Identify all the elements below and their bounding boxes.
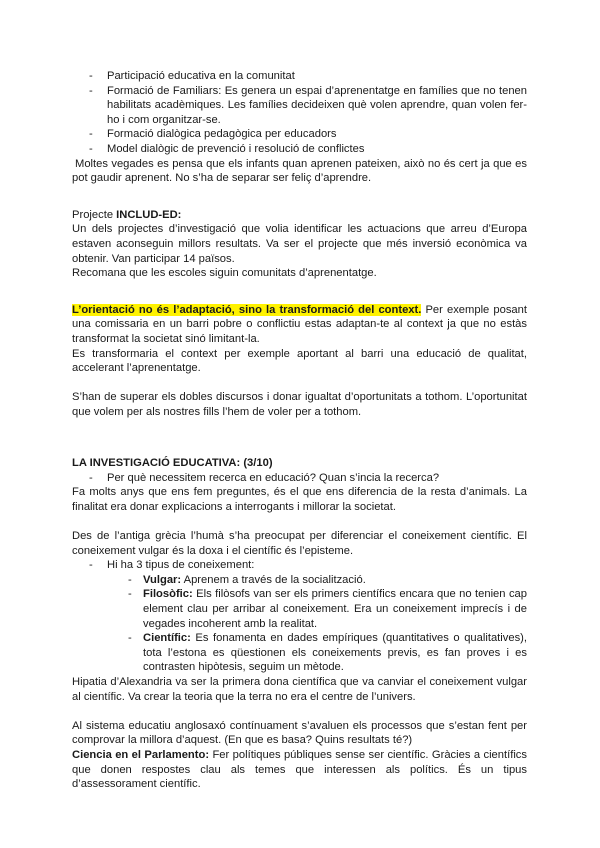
- hipatia-paragraph: Hipatia d’Alexandria va ser la primera dona científica que va canviar el coneixement vulgar al científic. Va crear la teoria que la terra no era el centre de l’univers.: [72, 675, 527, 703]
- highlighted-sentence: L’orientació no és l’adaptació, sino la transformació del context.: [72, 303, 422, 316]
- list-item: - Formació dialògica pedagògica per educadors: [89, 128, 337, 141]
- includ-recommendation: Recomana que les escoles siguin comunitats d’aprenentatge.: [72, 267, 377, 280]
- orientation-example: Es transformaria el context per exemple aportant al barri una educació de qualitat, accelerant l’aprenentatge.: [72, 347, 527, 375]
- includ-heading: Projecte INCLUD-ED:: [72, 208, 182, 221]
- list-item: - Per què necessitem recerca en educació? Quan s’incia la recerca?: [89, 471, 440, 484]
- greece-paragraph: Des de l’antiga grècia l’humà s’ha preocupat per diferenciar el coneixement científic. El coneixement vulgar és la doxa i el científic és l’episteme.: [72, 530, 527, 557]
- equality-paragraph: S’han de superar els dobles discursos i donar igualtat d’oportunitats a tothom. L’oportunitat que volem per als nostres fills l’hem de voler per a tothom.: [72, 391, 527, 418]
- list-item: - Participació educativa en la comunitat: [89, 70, 295, 82]
- list-item: - Formació de Familiars: Es genera un espai d’aprenentatge en famílies que no tenen habilitats acadèmiques. Les famílies decideixen què volen aprendre, quan volen fer-ho i com organitzar-se.: [89, 84, 527, 126]
- document-body: [72, 69, 527, 792]
- list-item: - Model dialògic de prevenció i resolució de conflictes: [89, 142, 365, 155]
- knowledge-type-item: - Vulgar: Aprenem a través de la socialització.: [128, 573, 366, 586]
- intro-paragraph: Moltes vegades es pensa que els infants quan aprenen pateixen, això no és cert ja que es pot gaudir aprenent. No s’ha de separar ser feliç d’aprendre.: [72, 157, 527, 185]
- anglo-paragraph: Al sistema educatiu anglosaxó contínuament s’avaluen els processos que s’estan fent per comprovar la millora d’aquest. (En que es basa? Quins resultats té?): [72, 719, 527, 747]
- knowledge-type-item: - Científic: Es fonamenta en dades empíriques (quantitatives o qualitatives), tota l’estona es qüestionen els coneixements previs, es fan proves i es contrasten hipòtesis, seguim un mètode.: [128, 632, 527, 674]
- knowledge-type-item: - Filosòfic: Els filòsofs van ser els primers científics encara que no tenien cap element clau per arribar al coneixement. Era un coneixement imprecís i de vegades incoherent amb la realitat.: [128, 588, 527, 630]
- section-heading: LA INVESTIGACIÓ EDUCATIVA: (3/10): [72, 457, 273, 470]
- research-answer: Fa molts anys que ens fem preguntes, és el que ens diferencia de la resta d’animals. La finalitat era donar explicacions a interrogants i millorar la societat.: [72, 486, 527, 513]
- list-item: - Hi ha 3 tipus de coneixement:: [89, 559, 255, 572]
- orientation-paragraph: L’orientació no és l’adaptació, sino la transformació del context. Per exemple posant una comissaria en un barri pobre o conflictiu estas adaptan-te al context ja que no estàs transformat la societat sinó limitant-la.: [72, 303, 527, 345]
- includ-paragraph: Un dels projectes d’investigació que volia identificar les actuacions que arreu d’Europa estaven aconseguin millors resultats. Va ser el projecte que més inversió econòmica va obtenir. Van participar 14 països.: [72, 223, 527, 265]
- parliament-paragraph: Ciencia en el Parlamento: Fer polítiques públiques sense ser científic. Gràcies a científics que donen respostes clau als temes que interessen als polítics. És un tipus d’assessorament científic.: [72, 748, 527, 791]
